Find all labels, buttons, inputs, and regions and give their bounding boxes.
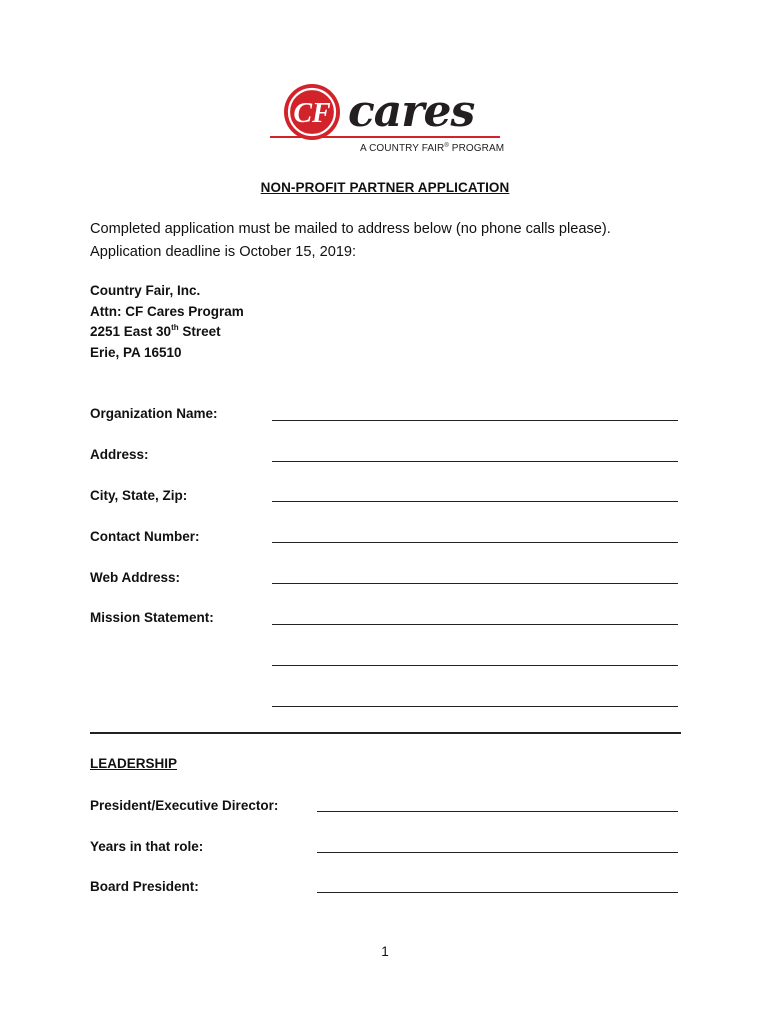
president-director-field[interactable] bbox=[317, 811, 678, 812]
logo-wordmark: cares bbox=[348, 86, 475, 137]
mission-statement-field-line-1[interactable] bbox=[272, 624, 678, 625]
logo-graphic bbox=[268, 82, 508, 144]
address-line-3 bbox=[90, 322, 244, 343]
address-label: Address: bbox=[90, 447, 149, 462]
president-director-label: President/Executive Director: bbox=[90, 798, 279, 813]
logo-subtitle-main: A COUNTRY FAIR bbox=[360, 143, 445, 154]
logo-subtitle-end: PROGRAM bbox=[448, 143, 505, 154]
address-line-1: Country Fair, Inc. bbox=[90, 283, 201, 298]
address-street-name: Street bbox=[178, 324, 221, 340]
web-address-label: Web Address: bbox=[90, 570, 181, 585]
address-street-number: 2251 East 30 bbox=[90, 324, 172, 340]
mission-statement-field-line-3[interactable] bbox=[272, 706, 678, 707]
web-address-field[interactable] bbox=[272, 583, 678, 584]
intro-paragraph: Completed application must be mailed to address below (no phone calls please). Application deadline is October 15, 2019: bbox=[90, 221, 611, 260]
mission-statement-field-line-2[interactable] bbox=[272, 665, 678, 666]
page-number: 1 bbox=[381, 944, 389, 959]
mission-statement-label: Mission Statement: bbox=[90, 610, 214, 625]
cf-cares-logo bbox=[268, 82, 508, 160]
logo-subtitle bbox=[360, 143, 504, 154]
board-president-label: Board President: bbox=[90, 879, 199, 894]
registered-mark: ® bbox=[444, 143, 449, 149]
board-president-field[interactable] bbox=[317, 892, 678, 893]
address-ordinal: th bbox=[171, 323, 179, 333]
contact-number-field[interactable] bbox=[272, 542, 678, 543]
organization-name-label: Organization Name: bbox=[90, 406, 218, 421]
leadership-heading: LEADERSHIP bbox=[90, 756, 178, 771]
logo-badge-text: CF bbox=[293, 98, 331, 129]
years-in-role-label: Years in that role: bbox=[90, 839, 204, 854]
organization-name-field[interactable] bbox=[272, 420, 678, 421]
city-state-zip-field[interactable] bbox=[272, 501, 678, 502]
address-line-2: Attn: CF Cares Program bbox=[90, 303, 244, 319]
mailing-address bbox=[90, 281, 244, 364]
document-title: NON-PROFIT PARTNER APPLICATION bbox=[260, 180, 510, 195]
address-field[interactable] bbox=[272, 461, 678, 462]
contact-number-label: Contact Number: bbox=[90, 529, 200, 544]
address-line-4: Erie, PA 16510 bbox=[90, 345, 182, 361]
years-in-role-field[interactable] bbox=[317, 852, 678, 853]
city-state-zip-label: City, State, Zip: bbox=[90, 488, 188, 503]
section-divider bbox=[90, 732, 681, 734]
